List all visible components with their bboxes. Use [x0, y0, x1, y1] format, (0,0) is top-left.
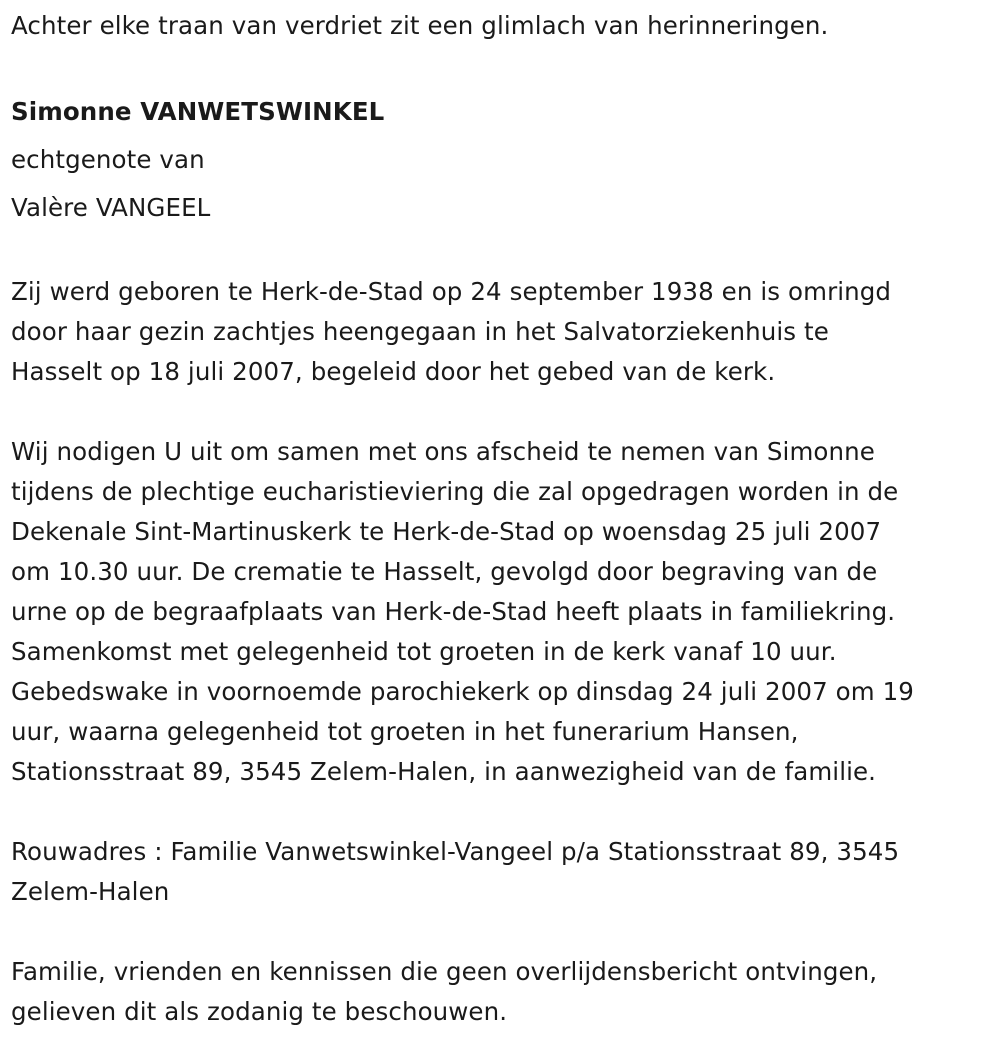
paragraph-line: Dekenale Sint-Martinuskerk te Herk-de-Stad op woensdag 25 juli 2007 [11, 517, 882, 546]
spacer [11, 232, 990, 272]
spacer [11, 392, 990, 432]
spacer [11, 48, 990, 88]
spouse-name: Valère VANGEEL [11, 193, 211, 222]
deceased-name: Simonne VANWETSWINKEL [11, 97, 385, 126]
paragraph-line: Hasselt op 18 juli 2007, begeleid door het gebed van de kerk. [11, 357, 776, 386]
paragraph-line: Samenkomst met gelegenheid tot groeten in de kerk vanaf 10 uur. [11, 637, 837, 666]
paragraph-ceremony [11, 432, 990, 792]
paragraph-line: Stationsstraat 89, 3545 Zelem-Halen, in aanwezigheid van de familie. [11, 757, 877, 786]
paragraph-line: om 10.30 uur. De crematie te Hasselt, gevolgd door begraving van de [11, 557, 878, 586]
paragraph-birth-death [11, 272, 990, 392]
paragraph-line: uur, waarna gelegenheid tot groeten in het funerarium Hansen, [11, 717, 799, 746]
paragraph-line: Gebedswake in voornoemde parochiekerk op dinsdag 24 juli 2007 om 19 [11, 677, 914, 706]
paragraph-address [11, 832, 990, 912]
relation-text: echtgenote van [11, 145, 205, 174]
paragraph-line: Wij nodigen U uit om samen met ons afscheid te nemen van Simonne [11, 437, 875, 466]
paragraph-line: Rouwadres : Familie Vanwetswinkel-Vangeel p/a Stationsstraat 89, 3545 [11, 837, 900, 866]
paragraph-line: Zij werd geboren te Herk-de-Stad op 24 september 1938 en is omringd [11, 277, 892, 306]
paragraph-closing [11, 952, 990, 1032]
paragraph-line: door haar gezin zachtjes heengegaan in het Salvatorziekenhuis te [11, 317, 829, 346]
paragraph-line: urne op de begraafplaats van Herk-de-Stad heeft plaats in familiekring. [11, 597, 896, 626]
motto-text: Achter elke traan van verdriet zit een glimlach van herinneringen. [11, 11, 829, 40]
paragraph-line: Familie, vrienden en kennissen die geen overlijdensbericht ontvingen, [11, 957, 878, 986]
spacer [11, 792, 990, 832]
spacer [11, 912, 990, 952]
paragraph-line: tijdens de plechtige eucharistieviering die zal opgedragen worden in de [11, 477, 899, 506]
paragraph-line: gelieven dit als zodanig te beschouwen. [11, 997, 508, 1026]
paragraph-line: Zelem-Halen [11, 877, 170, 906]
